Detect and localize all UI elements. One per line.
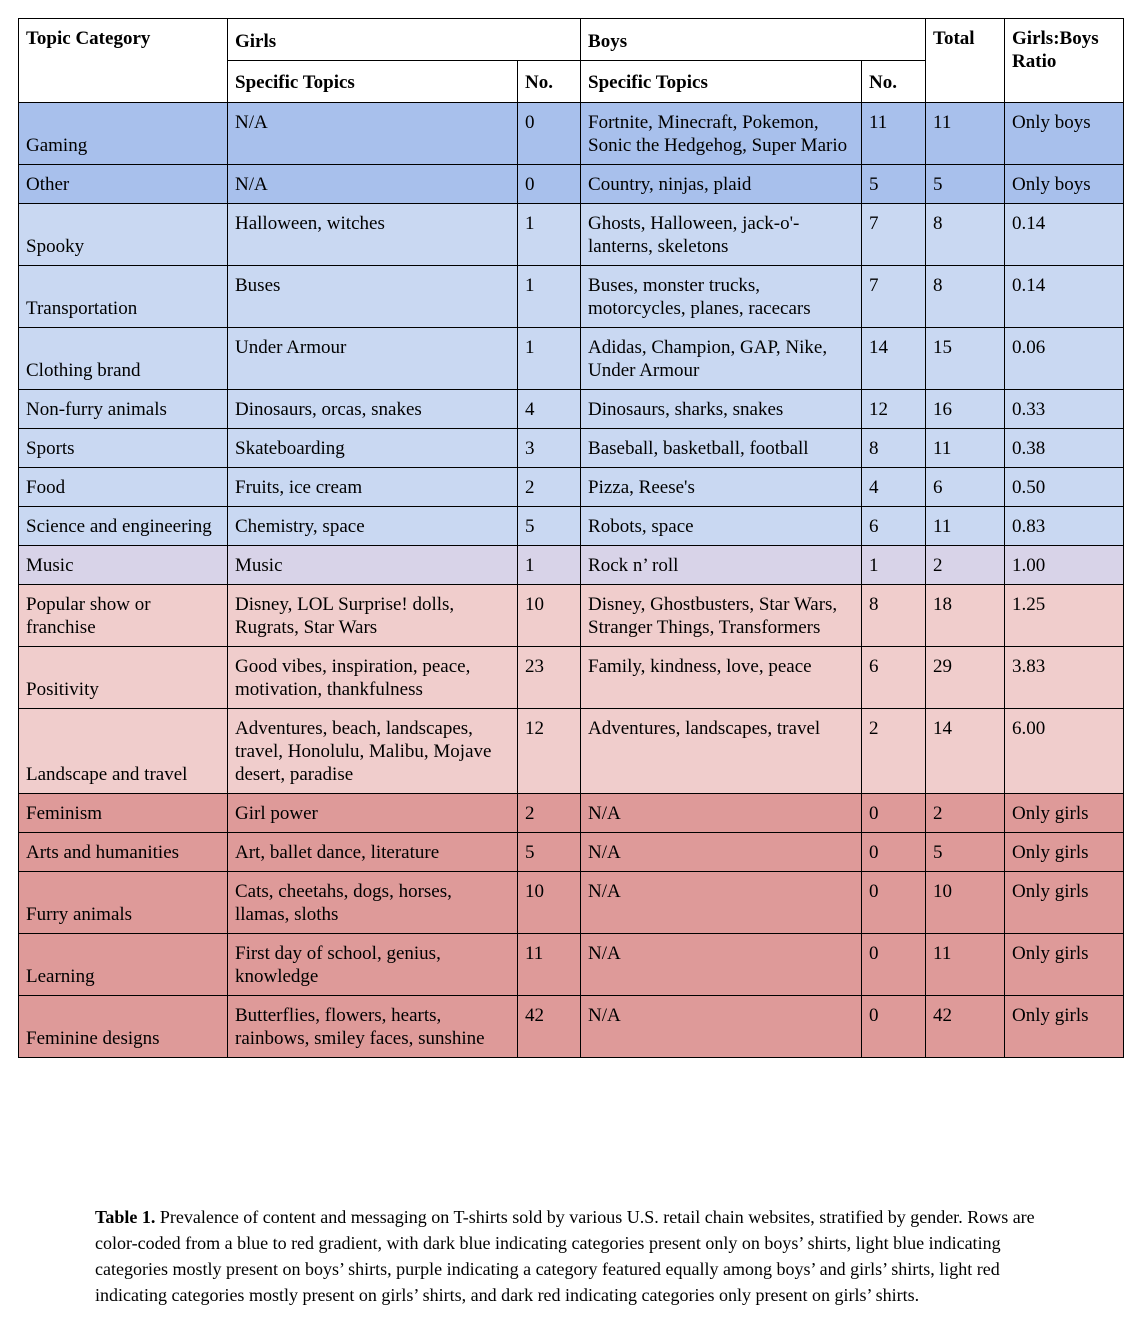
total-cell: 11 — [926, 934, 1005, 996]
table-row — [19, 546, 1124, 585]
total-cell: 2 — [926, 794, 1005, 833]
boys-topics-cell: Robots, space — [581, 507, 862, 546]
caption-text: Prevalence of content and messaging on T-shirts sold by various U.S. retail chain websites, stratified by gender. Rows are color-coded from a blue to red gradient, with dark blue indicating categories present only on boys’ shirts, light blue indicating categories mostly present on boys’ shirts, purple indicating a category featured equally among boys’ and girls’ shirts, light red indicating categories mostly present on girls’ shirts, and dark red indicating categories only present on girls’ shirts. — [95, 1207, 1035, 1305]
header-girls: Girls — [228, 19, 581, 61]
boys-topics-cell: Country, ninjas, plaid — [581, 165, 862, 204]
girls-count-cell: 3 — [518, 429, 581, 468]
category-cell: Arts and humanities — [19, 833, 228, 872]
header-ratio: Girls:Boys Ratio — [1005, 19, 1124, 103]
ratio-cell: 0.14 — [1005, 204, 1124, 266]
girls-count-cell: 5 — [518, 507, 581, 546]
category-cell: Gaming — [19, 103, 228, 165]
boys-topics-cell: Disney, Ghostbusters, Star Wars, Stranger Things, Transformers — [581, 585, 862, 647]
girls-count-cell: 0 — [518, 165, 581, 204]
boys-topics-cell: N/A — [581, 996, 862, 1058]
girls-count-cell: 12 — [518, 709, 581, 794]
boys-topics-cell: Fortnite, Minecraft, Pokemon, Sonic the Hedgehog, Super Mario — [581, 103, 862, 165]
boys-count-cell: 8 — [862, 429, 926, 468]
category-cell: Popular show or franchise — [19, 585, 228, 647]
boys-topics-cell: N/A — [581, 794, 862, 833]
ratio-cell: 0.06 — [1005, 328, 1124, 390]
category-cell: Food — [19, 468, 228, 507]
total-cell: 2 — [926, 546, 1005, 585]
ratio-cell: 3.83 — [1005, 647, 1124, 709]
boys-count-cell: 4 — [862, 468, 926, 507]
table-row — [19, 468, 1124, 507]
boys-topics-cell: Buses, monster trucks, motorcycles, planes, racecars — [581, 266, 862, 328]
ratio-cell: Only girls — [1005, 833, 1124, 872]
table-row — [19, 266, 1124, 328]
total-cell: 42 — [926, 996, 1005, 1058]
girls-count-cell: 1 — [518, 266, 581, 328]
ratio-cell: 6.00 — [1005, 709, 1124, 794]
girls-topics-cell: Disney, LOL Surprise! dolls, Rugrats, Star Wars — [228, 585, 518, 647]
boys-count-cell: 14 — [862, 328, 926, 390]
ratio-cell: 0.38 — [1005, 429, 1124, 468]
boys-count-cell: 12 — [862, 390, 926, 429]
total-cell: 5 — [926, 833, 1005, 872]
girls-topics-cell: Halloween, witches — [228, 204, 518, 266]
girls-count-cell: 0 — [518, 103, 581, 165]
table-row — [19, 996, 1124, 1058]
header-boys-no: No. — [862, 61, 926, 103]
table-row — [19, 429, 1124, 468]
category-cell: Music — [19, 546, 228, 585]
boys-topics-cell: Adidas, Champion, GAP, Nike, Under Armour — [581, 328, 862, 390]
ratio-cell: Only girls — [1005, 934, 1124, 996]
table-row — [19, 204, 1124, 266]
table-row — [19, 709, 1124, 794]
total-cell: 8 — [926, 204, 1005, 266]
total-cell: 11 — [926, 103, 1005, 165]
ratio-cell: 0.14 — [1005, 266, 1124, 328]
girls-count-cell: 2 — [518, 794, 581, 833]
total-cell: 6 — [926, 468, 1005, 507]
category-cell: Learning — [19, 934, 228, 996]
girls-topics-cell: Good vibes, inspiration, peace, motivation, thankfulness — [228, 647, 518, 709]
header-boys: Boys — [581, 19, 926, 61]
header-total: Total — [926, 19, 1005, 103]
header-girls-specific-topics: Specific Topics — [228, 61, 518, 103]
girls-count-cell: 2 — [518, 468, 581, 507]
boys-count-cell: 11 — [862, 103, 926, 165]
boys-count-cell: 6 — [862, 647, 926, 709]
category-cell: Furry animals — [19, 872, 228, 934]
category-cell: Spooky — [19, 204, 228, 266]
girls-topics-cell: Music — [228, 546, 518, 585]
boys-topics-cell: Dinosaurs, sharks, snakes — [581, 390, 862, 429]
header-topic-category: Topic Category — [19, 19, 228, 103]
girls-count-cell: 4 — [518, 390, 581, 429]
table-row — [19, 872, 1124, 934]
boys-count-cell: 0 — [862, 794, 926, 833]
girls-topics-cell: First day of school, genius, knowledge — [228, 934, 518, 996]
boys-count-cell: 2 — [862, 709, 926, 794]
table-row — [19, 585, 1124, 647]
boys-count-cell: 0 — [862, 934, 926, 996]
ratio-cell: 0.83 — [1005, 507, 1124, 546]
category-cell: Non-furry animals — [19, 390, 228, 429]
boys-topics-cell: Adventures, landscapes, travel — [581, 709, 862, 794]
table-row — [19, 328, 1124, 390]
ratio-cell: Only boys — [1005, 103, 1124, 165]
total-cell: 8 — [926, 266, 1005, 328]
table-row — [19, 794, 1124, 833]
category-cell: Other — [19, 165, 228, 204]
table-body — [19, 103, 1124, 1058]
boys-topics-cell: Family, kindness, love, peace — [581, 647, 862, 709]
table-row — [19, 833, 1124, 872]
girls-count-cell: 10 — [518, 872, 581, 934]
category-cell: Transportation — [19, 266, 228, 328]
category-cell: Landscape and travel — [19, 709, 228, 794]
girls-count-cell: 1 — [518, 546, 581, 585]
data-table — [18, 18, 1124, 1058]
girls-topics-cell: N/A — [228, 165, 518, 204]
category-cell: Positivity — [19, 647, 228, 709]
ratio-cell: 0.33 — [1005, 390, 1124, 429]
boys-count-cell: 0 — [862, 996, 926, 1058]
girls-count-cell: 23 — [518, 647, 581, 709]
header-boys-specific-topics: Specific Topics — [581, 61, 862, 103]
girls-count-cell: 11 — [518, 934, 581, 996]
header-row-top — [19, 19, 1124, 61]
boys-count-cell: 1 — [862, 546, 926, 585]
girls-topics-cell: Buses — [228, 266, 518, 328]
girls-topics-cell: Skateboarding — [228, 429, 518, 468]
girls-topics-cell: Under Armour — [228, 328, 518, 390]
girls-topics-cell: Cats, cheetahs, dogs, horses, llamas, sloths — [228, 872, 518, 934]
ratio-cell: Only girls — [1005, 794, 1124, 833]
girls-topics-cell: Adventures, beach, landscapes, travel, Honolulu, Malibu, Mojave desert, paradise — [228, 709, 518, 794]
boys-count-cell: 0 — [862, 833, 926, 872]
total-cell: 18 — [926, 585, 1005, 647]
boys-count-cell: 6 — [862, 507, 926, 546]
total-cell: 14 — [926, 709, 1005, 794]
boys-topics-cell: Ghosts, Halloween, jack-o'-lanterns, skeletons — [581, 204, 862, 266]
category-cell: Feminine designs — [19, 996, 228, 1058]
girls-count-cell: 5 — [518, 833, 581, 872]
category-cell: Feminism — [19, 794, 228, 833]
boys-topics-cell: N/A — [581, 872, 862, 934]
boys-topics-cell: N/A — [581, 833, 862, 872]
total-cell: 15 — [926, 328, 1005, 390]
girls-count-cell: 42 — [518, 996, 581, 1058]
caption-label: Table 1. — [95, 1207, 156, 1227]
header-girls-no: No. — [518, 61, 581, 103]
girls-topics-cell: Butterflies, flowers, hearts, rainbows, smiley faces, sunshine — [228, 996, 518, 1058]
girls-topics-cell: Fruits, ice cream — [228, 468, 518, 507]
boys-topics-cell: Baseball, basketball, football — [581, 429, 862, 468]
total-cell: 16 — [926, 390, 1005, 429]
boys-count-cell: 5 — [862, 165, 926, 204]
total-cell: 11 — [926, 429, 1005, 468]
total-cell: 11 — [926, 507, 1005, 546]
ratio-cell: 0.50 — [1005, 468, 1124, 507]
girls-topics-cell: Art, ballet dance, literature — [228, 833, 518, 872]
boys-topics-cell: N/A — [581, 934, 862, 996]
total-cell: 29 — [926, 647, 1005, 709]
girls-count-cell: 1 — [518, 328, 581, 390]
ratio-cell: Only girls — [1005, 996, 1124, 1058]
table-row — [19, 103, 1124, 165]
table-row — [19, 507, 1124, 546]
category-cell: Sports — [19, 429, 228, 468]
boys-count-cell: 8 — [862, 585, 926, 647]
girls-topics-cell: Girl power — [228, 794, 518, 833]
total-cell: 10 — [926, 872, 1005, 934]
ratio-cell: Only girls — [1005, 872, 1124, 934]
ratio-cell: Only boys — [1005, 165, 1124, 204]
category-cell: Science and engineering — [19, 507, 228, 546]
girls-topics-cell: Dinosaurs, orcas, snakes — [228, 390, 518, 429]
boys-count-cell: 7 — [862, 266, 926, 328]
table-row — [19, 165, 1124, 204]
girls-count-cell: 1 — [518, 204, 581, 266]
category-cell: Clothing brand — [19, 328, 228, 390]
ratio-cell: 1.25 — [1005, 585, 1124, 647]
table-row — [19, 647, 1124, 709]
total-cell: 5 — [926, 165, 1005, 204]
boys-count-cell: 0 — [862, 872, 926, 934]
ratio-cell: 1.00 — [1005, 546, 1124, 585]
table-row — [19, 390, 1124, 429]
girls-topics-cell: Chemistry, space — [228, 507, 518, 546]
table-caption — [95, 1204, 1045, 1308]
boys-count-cell: 7 — [862, 204, 926, 266]
table-row — [19, 934, 1124, 996]
girls-count-cell: 10 — [518, 585, 581, 647]
boys-topics-cell: Pizza, Reese's — [581, 468, 862, 507]
girls-topics-cell: N/A — [228, 103, 518, 165]
boys-topics-cell: Rock n’ roll — [581, 546, 862, 585]
